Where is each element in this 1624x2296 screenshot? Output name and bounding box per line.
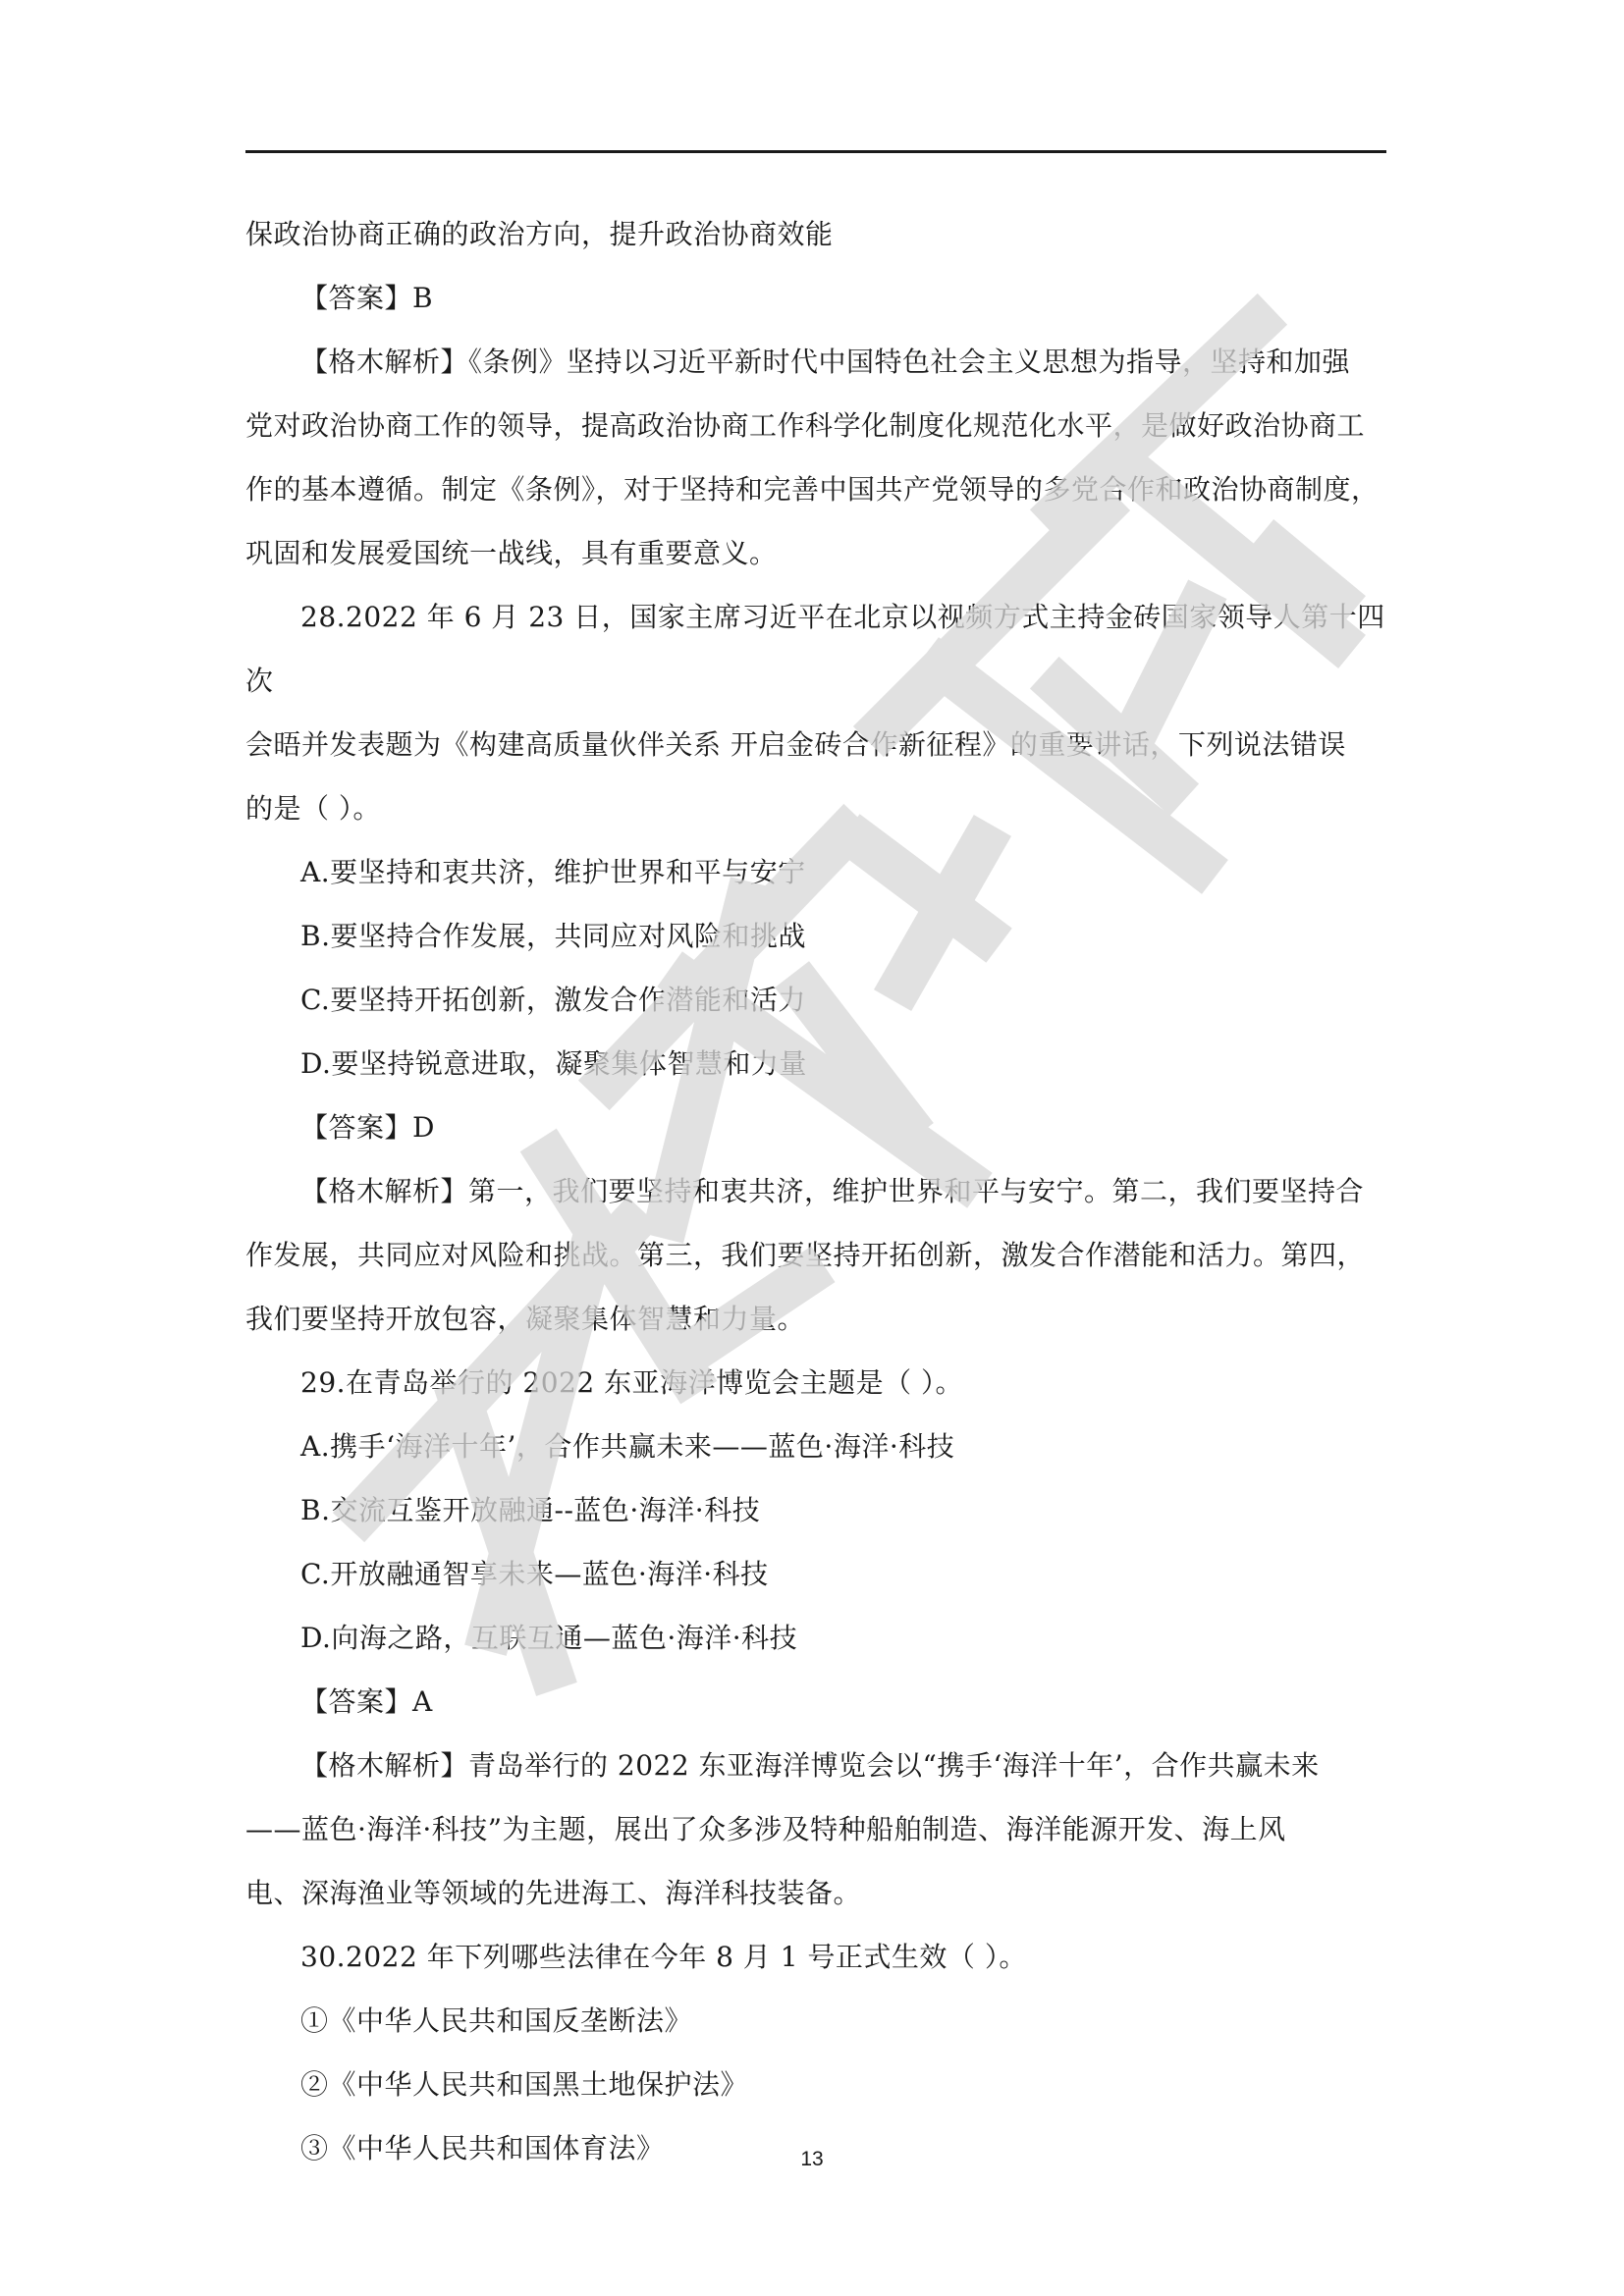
text-line: 28.2022 年 6 月 23 日，国家主席习近平在北京以视频方式主持金砖国家领导人第十四次: [245, 601, 1385, 697]
text-line: B.交流互鉴开放融通--蓝色·海洋·科技: [300, 1494, 761, 1526]
text-line: 作发展，共同应对风险和挑战。第三，我们要坚持开拓创新，激发合作潜能和活力。第四，: [245, 1239, 1366, 1271]
page-number: 13: [800, 2148, 824, 2170]
text-line: 【答案】B: [300, 282, 434, 314]
text-line: 的是（ ）。: [245, 792, 381, 825]
text-line: D.要坚持锐意进取，凝聚集体智慧和力量: [300, 1047, 807, 1080]
text-line: 【答案】D: [300, 1111, 435, 1144]
text-line: D.向海之路，互联互通—蓝色·海洋·科技: [300, 1622, 798, 1654]
text-line: 【答案】A: [300, 1685, 433, 1718]
text-line: 保政治协商正确的政治方向，提升政治协商效能: [245, 218, 834, 250]
text-line: 【格木解析】第一，我们要坚持和衷共济，维护世界和平与安宁。第二，我们要坚持合: [300, 1175, 1365, 1207]
text-line: 会晤并发表题为《构建高质量伙伴关系 开启金砖合作新征程》的重要讲话，下列说法错误: [245, 728, 1346, 761]
document-body: [245, 202, 1386, 2180]
text-line: 29.在青岛举行的 2022 东亚海洋博览会主题是（ ）。: [300, 1366, 963, 1399]
text-line: 巩固和发展爱国统一战线，具有重要意义。: [245, 537, 778, 569]
text-line: ——蓝色·海洋·科技”为主题，展出了众多涉及特种船舶制造、海洋能源开发、海上风: [245, 1813, 1286, 1845]
text-line: ②《中华人民共和国黑土地保护法》: [300, 2068, 749, 2101]
text-line: A.要坚持和衷共济，维护世界和平与安宁: [300, 856, 806, 888]
text-line: A.携手‘海洋十年’，合作共赢未来——蓝色·海洋·科技: [300, 1430, 955, 1463]
text-line: B.要坚持合作发展，共同应对风险和挑战: [300, 920, 806, 952]
text-line: C.开放融通智享未来—蓝色·海洋·科技: [300, 1558, 769, 1590]
text-line: C.要坚持开拓创新，激发合作潜能和活力: [300, 984, 806, 1016]
text-line: ①《中华人民共和国反垄断法》: [300, 2004, 693, 2037]
text-line: 我们要坚持开放包容，凝聚集体智慧和力量。: [245, 1303, 806, 1335]
text-line: 作的基本遵循。制定《条例》，对于坚持和完善中国共产党领导的多党合作和政治协商制度，: [245, 473, 1380, 506]
text-line: 【格木解析】《条例》坚持以习近平新时代中国特色社会主义思想为指导，坚持和加强: [300, 346, 1351, 378]
text-line: 30.2022 年下列哪些法律在今年 8 月 1 号正式生效（ ）。: [300, 1941, 1027, 1973]
text-line: ③《中华人民共和国体育法》: [300, 2132, 665, 2164]
header-rule: [245, 150, 1386, 153]
text-line: 电、深海渔业等领域的先进海工、海洋科技装备。: [245, 1877, 862, 1909]
text-line: 【格木解析】青岛举行的 2022 东亚海洋博览会以“携手‘海洋十年’，合作共赢未来: [300, 1749, 1320, 1782]
text-line: 党对政治协商工作的领导，提高政治协商工作科学化制度化规范化水平，是做好政治协商工: [245, 409, 1366, 442]
